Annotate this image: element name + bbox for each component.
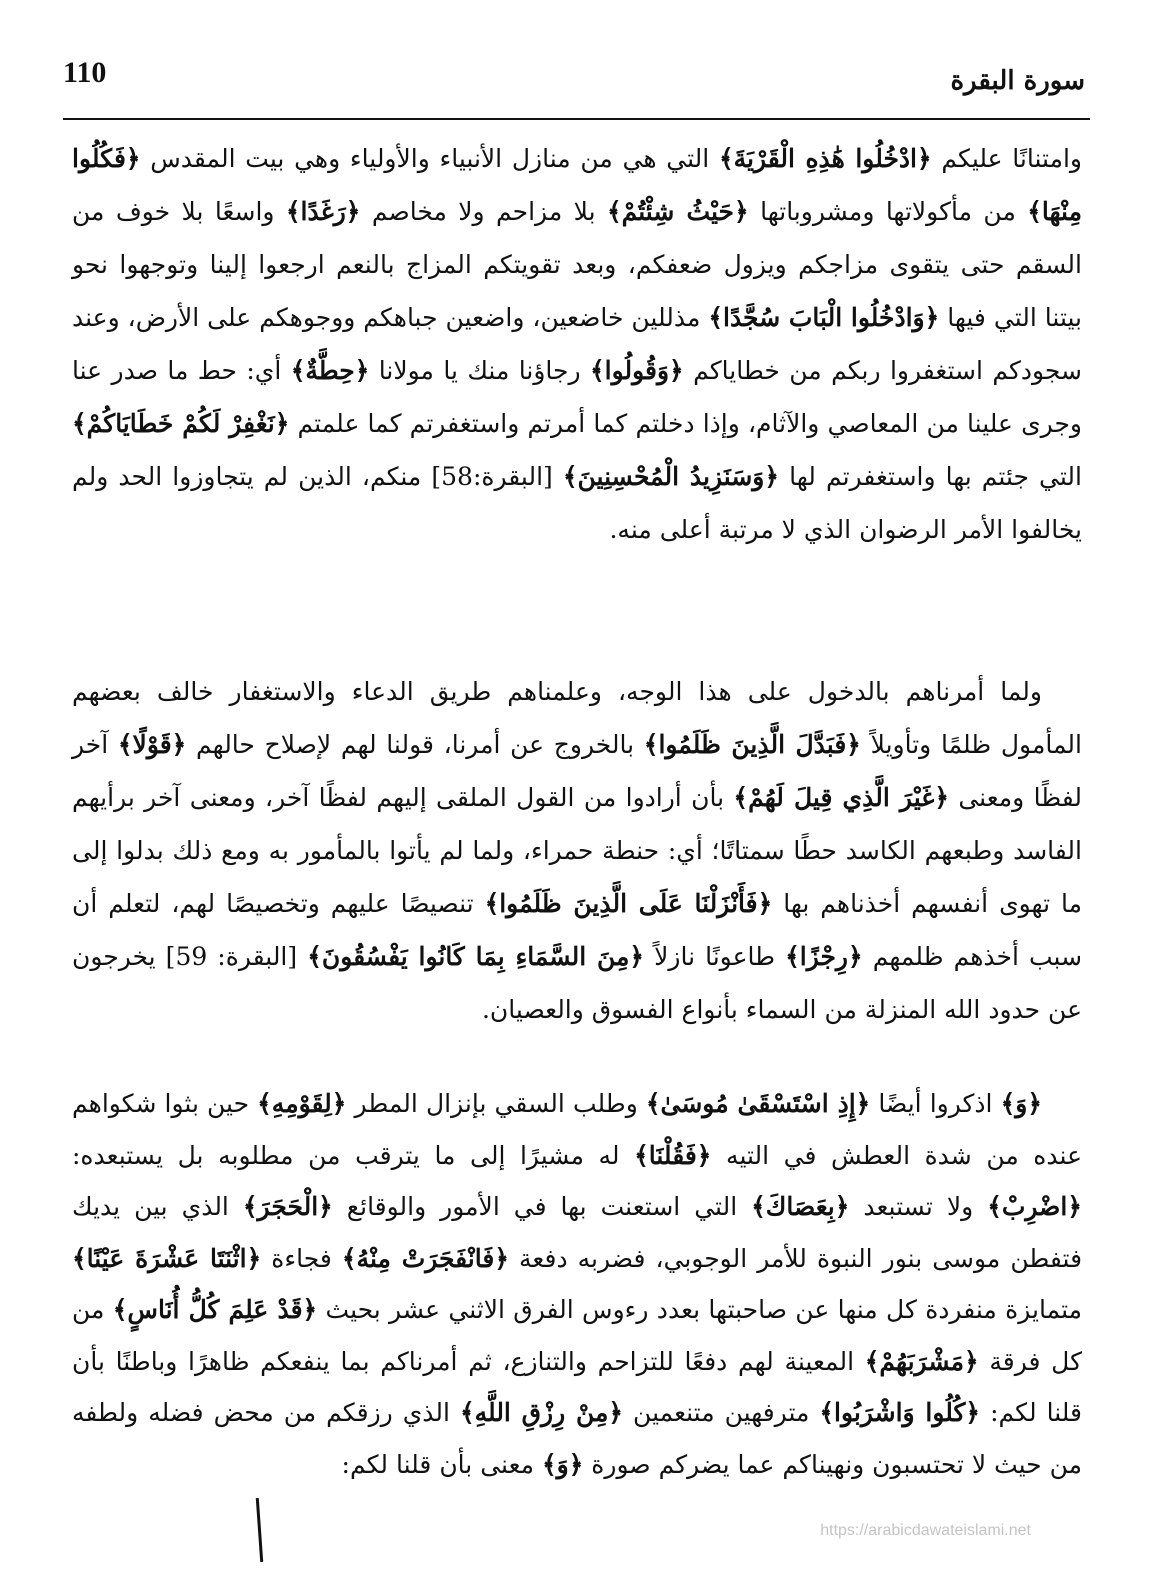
quran-quote: ﴿بِعَصَاكَ﴾: [751, 1192, 850, 1221]
quran-quote: ﴿حَيْثُ شِئْتُمْ﴾: [606, 197, 749, 226]
quran-quote: ﴿وَادْخُلُوا الْبَابَ سُجَّدًا﴾: [708, 303, 940, 332]
quran-quote: ﴿اضْرِبْ﴾: [987, 1192, 1083, 1221]
quran-quote: ﴿رَغَدًا﴾: [285, 197, 361, 226]
commentary-text: [البقرة: 59] يخرجون عن حدود الله المنزلة من السماء بأنواع الفسوق والعصيان.: [72, 942, 1082, 1024]
margin-pen-mark: [256, 1498, 263, 1562]
quran-quote: ﴿نَغْفِرْ لَكُمْ خَطَايَاكُمْ﴾: [72, 409, 290, 438]
quran-quote: ﴿فَبَدَّلَ الَّذِينَ ظَلَمُوا﴾: [643, 730, 861, 759]
quran-quote: ﴿غَيْرَ الَّذِي قِيلَ لَهُمْ﴾: [733, 783, 949, 812]
quran-quote: ﴿قَوْلًا﴾: [117, 730, 187, 759]
commentary-text: أي: حط ما صدر عنا وجرى علينا من المعاصي والآثام، وإذا دخلتم كما أمرتم واستغفرتم كما علمتم: [72, 356, 1083, 438]
page-number: 110: [63, 56, 107, 89]
surah-title: سورة البقرة: [950, 66, 1085, 96]
quran-quote: ﴿وَ﴾: [541, 1449, 584, 1479]
commentary-text: المعينة لهم دفعًا للتزاحم والتنازع، ثم أمرناكم بما ينفعكم ظاهرًا وباطنًا بأن قلنا لكم:: [72, 1346, 1082, 1427]
commentary-text: بأن أرادوا من القول الملقى إليهم لفظًا آخر، ومعنى آخر برأيهم الفاسد وطبعهم الكاسد حطًا سمتاتًا؛ أي: حنطة حمراء، ولما لم يأتوا بالمأمور به ومع ذلك بدلوا إلى ما تهوى أنفسهم أخذناهم بها: [72, 783, 1082, 918]
commentary-text: ولا تستبعد: [849, 1192, 988, 1221]
commentary-text: آخر لفظًا ومعنى: [72, 730, 1082, 812]
commentary-text: الذي رزقكم من محض فضله ولطفه من حيث لا تحتسبون ونهيناكم عما يضركم صورة: [72, 1398, 1082, 1479]
commentary-text: حين بثوا شكواهم عنده من شدة العطش في التيه: [72, 1089, 1082, 1170]
commentary-text: تنصيصًا عليهم وتخصيصًا لهم، لتعلم أن سبب أخذهم ظلمهم: [72, 889, 1083, 971]
commentary-text: رجاؤنا منك يا مولانا: [369, 356, 590, 385]
commentary-text: له مشيرًا إلى ما يترقب من مطلوبه بل يستبعده:: [72, 1140, 635, 1170]
paragraph-3: [72, 1078, 1082, 1490]
commentary-text: وطلب السقي بإنزال المطر: [346, 1089, 646, 1118]
quran-quote: ﴿مَشْرَبَهُمْ﴾: [864, 1346, 979, 1376]
commentary-text: التي استعنت بها في الأمور والوقائع: [332, 1192, 752, 1221]
quran-quote: ﴿الْحَجَرَ﴾: [242, 1192, 333, 1221]
commentary-text: التي جئتم بها واستغفرتم لها: [779, 462, 1082, 491]
commentary-text: متمايزة منفردة كل منها عن صاحبتها بعدد رءوس الفرق الاثني عشر بحيث: [317, 1295, 1083, 1324]
quran-quote: ﴿فَأَنْزَلْنَا عَلَى الَّذِينَ ظَلَمُوا﴾: [484, 889, 773, 918]
paragraph-2: [72, 665, 1082, 1036]
quran-quote: ﴿لِقَوْمِهِ﴾: [257, 1089, 347, 1118]
commentary-text: بلا مزاحم ولا مخاصم: [360, 197, 607, 226]
quran-quote: ﴿فَانْفَجَرَتْ مِنْهُ﴾: [341, 1243, 509, 1273]
watermark-url: https://arabicdawateislami.net: [820, 1522, 1031, 1539]
commentary-text: معنى بأن قلنا لكم:: [341, 1449, 542, 1479]
commentary-text: اذكروا أيضًا: [870, 1089, 1001, 1118]
quran-quote: ﴿مِنْ رِزْقِ اللَّهِ﴾: [459, 1398, 624, 1427]
quran-quote: ﴿فَكُلُوا مِنْهَا﴾: [72, 144, 1082, 226]
quran-quote: ﴿مِنَ السَّمَاءِ بِمَا كَانُوا يَفْسُقُونَ﴾: [307, 942, 645, 971]
commentary-text: بالخروج عن أمرنا، قولنا لهم لإصلاح حالهم: [186, 730, 644, 759]
commentary-text: وامتنانًا عليكم: [931, 144, 1082, 173]
quran-quote: ﴿كُلُوا وَاشْرَبُوا﴾: [819, 1398, 981, 1427]
quran-quote: ﴿ادْخُلُوا هَٰذِهِ الْقَرْيَةَ﴾: [718, 144, 932, 173]
commentary-text: من كل فرقة: [72, 1295, 1083, 1376]
commentary-text: من مأكولاتها ومشروباتها: [748, 197, 1028, 226]
commentary-text: مترفهين متنعمين: [623, 1398, 820, 1427]
quran-quote: ﴿حِطَّةٌ﴾: [290, 356, 370, 385]
quran-quote: ﴿فَقُلْنَا﴾: [634, 1140, 712, 1170]
commentary-text: [البقرة:58] منكم، الذين لم يتجاوزوا الحد ولم يخالفوا الأمر الرضوان الذي لا مرتبة أعلى منه.: [72, 462, 1082, 544]
quran-quote: ﴿إِذِ اسْتَسْقَىٰ مُوسَىٰ﴾: [645, 1089, 871, 1118]
quran-quote: ﴿رِجْزًا﴾: [785, 942, 863, 971]
quran-quote: ﴿وَقُولُوا﴾: [589, 356, 684, 385]
commentary-text: التي هي من منازل الأنبياء والأولياء وهي بيت المقدس: [140, 144, 719, 173]
quran-quote: ﴿قَدْ عَلِمَ كُلُّ أُنَاسٍ﴾: [112, 1295, 318, 1324]
quran-quote: ﴿اثْنَتَا عَشْرَةَ عَيْنًا﴾: [72, 1243, 262, 1273]
commentary-text: الذي بين يديك فتفطن موسى بنور النبوة للأمر الوجوبي، فضربه دفعة: [72, 1192, 1083, 1273]
page-header: [63, 56, 1090, 120]
commentary-text: واسعًا بلا خوف من السقم حتى يتقوى مزاجكم ويزول ضعفكم، وبعد تقويتكم المزاج بالنعم ارجعوا إلينا وتوجهوا نحو بيتنا التي فيها: [72, 197, 1082, 332]
commentary-text: طاعونًا نازلاً: [644, 942, 786, 971]
commentary-text: فجاءة: [261, 1243, 342, 1273]
commentary-text: مذللين خاضعين، واضعين جباهكم ووجوهكم على الأرض، وعند سجودكم استغفروا ربكم من خطاياكم: [72, 303, 1082, 385]
commentary-text: ولما أمرناهم بالدخول على هذا الوجه، وعلمناهم طريق الدعاء والاستغفار خالف بعضهم المأمول ظلمًا وتأويلاً: [72, 677, 1082, 759]
quran-quote: ﴿وَسَنَزِيدُ الْمُحْسِنِينَ﴾: [562, 462, 780, 491]
quran-quote: ﴿وَ﴾: [1000, 1089, 1042, 1118]
paragraph-1: [72, 132, 1082, 556]
